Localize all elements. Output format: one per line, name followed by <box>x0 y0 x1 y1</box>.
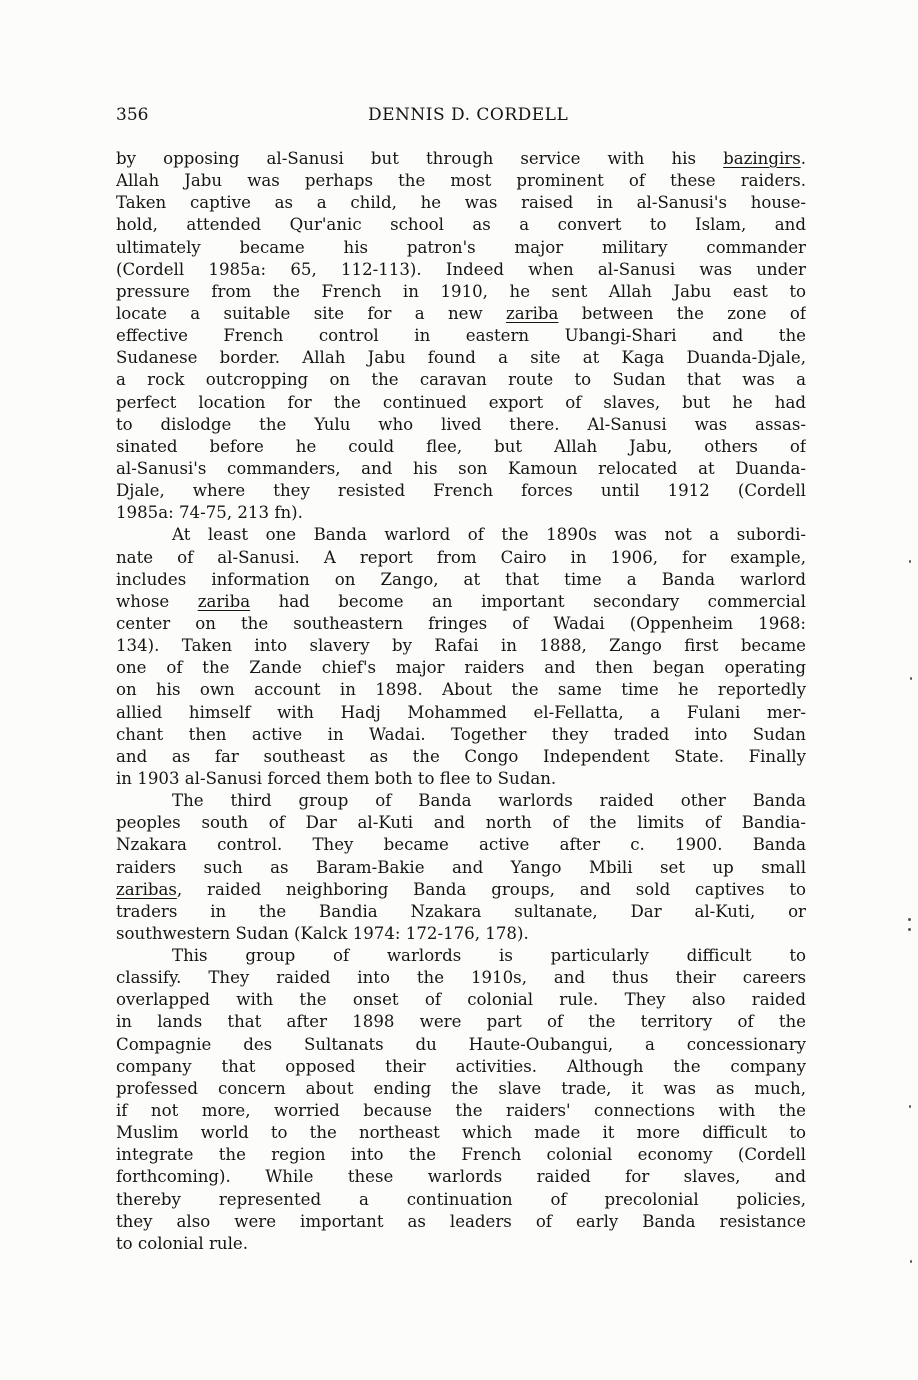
text-line <box>116 1056 806 1078</box>
line-text: At least one Banda warlord of the 1890s was not a subordi- <box>172 525 806 545</box>
text-line <box>116 281 806 303</box>
underlined-term: zaribas <box>116 879 177 899</box>
scan-speck <box>909 1105 911 1108</box>
text-line <box>116 1034 806 1056</box>
text-line <box>116 1100 806 1122</box>
line-text: company that opposed their activities. Although the company <box>116 1056 806 1076</box>
text-line <box>116 170 806 192</box>
underlined-term: zariba <box>197 591 251 611</box>
underlined-term: bazingirs <box>723 149 801 168</box>
line-text: includes information on Zango, at that time a Banda warlord <box>116 569 806 589</box>
text-line <box>116 502 806 524</box>
text-line <box>116 436 806 458</box>
line-text: Taken captive as a child, he was raised in al-Sanusi's house- <box>116 193 806 213</box>
scan-speck <box>910 1260 912 1263</box>
line-text: effective French control in eastern Ubangi-Shari and the <box>116 326 806 346</box>
text-line <box>116 259 806 281</box>
line-text: by opposing al-Sanusi but through service with his <box>116 149 724 168</box>
text-line <box>116 857 806 879</box>
text-line <box>116 547 806 569</box>
line-text: This group of warlords is particularly difficult to <box>172 946 806 966</box>
line-text: pressure from the French in 1910, he sent Allah Jabu east to <box>116 281 806 301</box>
text-line <box>116 901 806 923</box>
line-text: had become an important secondary commercial <box>250 591 806 611</box>
text-line <box>116 325 806 347</box>
line-text: raiders such as Baram-Bakie and Yango Mbili set up small <box>116 857 806 877</box>
text-line <box>116 192 806 214</box>
text-line <box>116 392 806 414</box>
line-text: if not more, worried because the raiders' connections with the <box>116 1101 806 1121</box>
line-text: center on the southeastern fringes of Wadai (Oppenheim 1968: <box>116 613 806 633</box>
page-header <box>116 105 806 129</box>
line-text: professed concern about ending the slave trade, it was as much, <box>116 1078 806 1098</box>
line-text: Muslim world to the northeast which made it more difficult to <box>116 1123 806 1143</box>
text-line <box>116 1122 806 1144</box>
text-line <box>116 724 806 746</box>
line-text: peoples south of Dar al-Kuti and north of the limits of Bandia- <box>116 813 806 833</box>
line-text: and as far southeast as the Congo Independent State. Finally <box>116 746 806 766</box>
line-text: ultimately became his patron's major military commander <box>116 237 806 257</box>
line-text: 1985a: 74-75, 213 fn). <box>116 503 303 523</box>
text-line <box>116 480 806 502</box>
text-line <box>116 237 806 259</box>
text-line <box>116 1189 806 1211</box>
underlined-term: zariba <box>506 303 559 323</box>
line-text: locate a suitable site for a new <box>116 303 507 323</box>
line-text: , raided neighboring Banda groups, and sold captives to <box>176 879 806 899</box>
text-line <box>116 214 806 236</box>
text-line <box>116 569 806 591</box>
line-text: traders in the Bandia Nzakara sultanate, Dar al-Kuti, or <box>116 901 806 921</box>
text-line <box>116 1166 806 1188</box>
line-text: on his own account in 1898. About the same time he reportedly <box>116 680 806 700</box>
line-text: thereby represented a continuation of precolonial policies, <box>116 1189 806 1209</box>
line-text: they also were important as leaders of early Banda resistance <box>116 1211 806 1231</box>
line-text: chant then active in Wadai. Together they traded into Sudan <box>116 724 806 744</box>
text-line <box>116 989 806 1011</box>
scan-speck <box>910 677 912 680</box>
line-text: 134). Taken into slavery by Rafai in 1888, Zango first became <box>116 636 806 656</box>
text-line <box>116 790 806 812</box>
text-line <box>116 458 806 480</box>
line-text: Djale, where they resisted French forces until 1912 (Cordell <box>116 481 806 501</box>
scan-speck <box>908 928 911 931</box>
text-line <box>116 967 806 989</box>
text-line <box>116 679 806 701</box>
body-text <box>116 148 806 1255</box>
text-line <box>116 347 806 369</box>
text-line <box>116 613 806 635</box>
text-line <box>116 834 806 856</box>
line-text: (Cordell 1985a: 65, 112-113). Indeed when al-Sanusi was under <box>116 259 806 279</box>
text-line <box>116 1233 806 1255</box>
line-text: allied himself with Hadj Mohammed el-Fellatta, a Fulani mer- <box>116 702 806 722</box>
line-text: . <box>800 149 806 168</box>
text-line <box>116 768 806 790</box>
line-text: Allah Jabu was perhaps the most prominent of these raiders. <box>116 171 806 191</box>
text-line <box>116 303 806 325</box>
line-text: a rock outcropping on the caravan route to Sudan that was a <box>116 370 806 390</box>
line-text: al-Sanusi's commanders, and his son Kamoun relocated at Duanda- <box>116 458 806 478</box>
line-text: Compagnie des Sultanats du Haute-Oubangui, a concessionary <box>116 1034 806 1054</box>
text-line <box>116 591 806 613</box>
line-text: one of the Zande chief's major raiders and then began operating <box>116 658 806 678</box>
text-line <box>116 369 806 391</box>
line-text: southwestern Sudan (Kalck 1974: 172-176, 178). <box>116 923 529 943</box>
text-line <box>116 1144 806 1166</box>
line-text: integrate the region into the French colonial economy (Cordell <box>116 1145 806 1165</box>
text-line <box>116 702 806 724</box>
line-text: to dislodge the Yulu who lived there. Al-Sanusi was assas- <box>116 414 806 434</box>
line-text: overlapped with the onset of colonial rule. They also raided <box>116 990 806 1010</box>
text-line <box>116 812 806 834</box>
running-head: DENNIS D. CORDELL <box>368 105 569 125</box>
text-line <box>116 879 806 901</box>
line-text: Nzakara control. They became active after c. 1900. Banda <box>116 835 806 855</box>
line-text: in lands that after 1898 were part of the territory of the <box>116 1012 806 1032</box>
line-text: sinated before he could flee, but Allah Jabu, others of <box>116 436 806 456</box>
line-text: between the zone of <box>558 303 806 323</box>
line-text: Sudanese border. Allah Jabu found a site at Kaga Duanda-Djale, <box>116 348 806 368</box>
line-text: classify. They raided into the 1910s, and thus their careers <box>116 968 806 988</box>
text-line <box>116 1211 806 1233</box>
line-text: nate of al-Sanusi. A report from Cairo in 1906, for example, <box>116 547 806 567</box>
scan-speck <box>908 918 911 921</box>
text-line <box>116 524 806 546</box>
line-text: hold, attended Qur'anic school as a convert to Islam, and <box>116 215 806 235</box>
text-line <box>116 414 806 436</box>
text-line <box>116 635 806 657</box>
text-line <box>116 746 806 768</box>
text-line <box>116 923 806 945</box>
scan-speck <box>909 560 911 563</box>
text-line <box>116 945 806 967</box>
text-line <box>116 1011 806 1033</box>
line-text: whose <box>116 591 198 611</box>
line-text: perfect location for the continued export of slaves, but he had <box>116 392 806 412</box>
line-text: The third group of Banda warlords raided other Banda <box>172 791 806 811</box>
line-text: in 1903 al-Sanusi forced them both to flee to Sudan. <box>116 768 557 788</box>
line-text: forthcoming). While these warlords raided for slaves, and <box>116 1167 806 1187</box>
page-number: 356 <box>116 105 149 125</box>
text-line <box>116 148 806 170</box>
text-line <box>116 1078 806 1100</box>
text-line <box>116 657 806 679</box>
line-text: to colonial rule. <box>116 1233 249 1253</box>
